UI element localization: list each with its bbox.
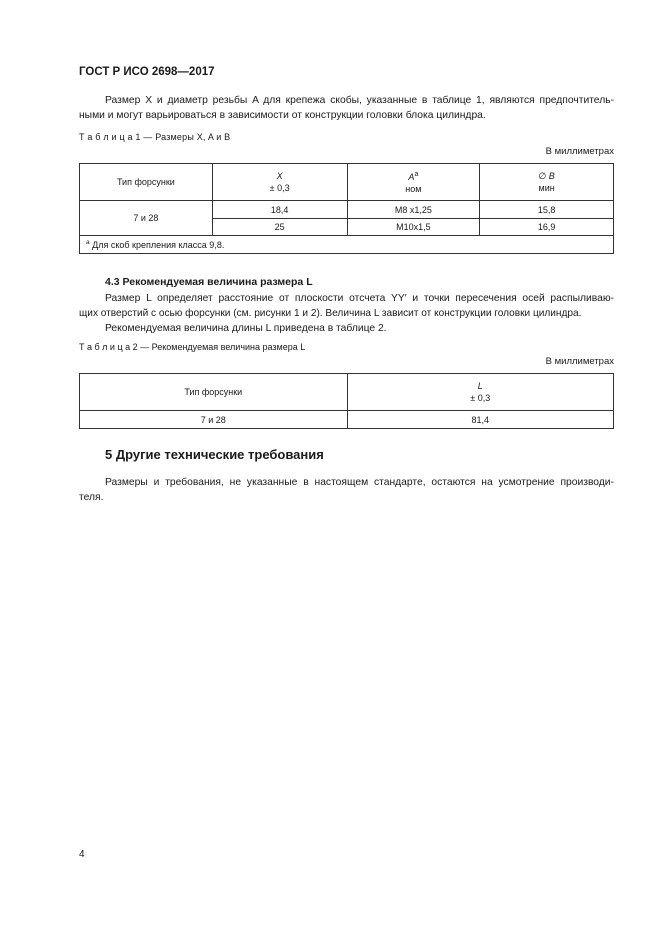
section-5-title: 5 Другие технические требования: [105, 447, 324, 462]
table2-l-cell: 81,4: [347, 411, 613, 429]
table2-header-l: [347, 374, 613, 411]
table1-footnote-row: [80, 236, 614, 254]
table1-header-x-label: X: [276, 171, 283, 181]
table1-type-cell: 7 и 28: [80, 201, 213, 236]
table2-header-l-sub: ± 0,3: [470, 393, 491, 403]
table-1: [79, 163, 614, 254]
table1-header-row: [80, 164, 614, 201]
table2-header-row: [80, 374, 614, 411]
intro-paragraph: [79, 93, 614, 123]
section43-line-1: Размер L определяет расстояние от плоскости отсчета YY′ и точки пересечения осей распыливаю-: [105, 293, 614, 304]
section5-line-2: теля.: [79, 492, 104, 503]
section43-line-3: Рекомендуемая величина длины L приведена в таблице 2.: [105, 323, 387, 334]
table1-header-type-label: Тип форсунки: [116, 177, 175, 187]
table2-type-cell: 7 и 28: [80, 411, 348, 429]
table1-header-a: [347, 164, 480, 201]
section-4-3-title: 4.3 Рекомендуемая величина размера L: [105, 276, 313, 288]
table1-cell: 15,8: [480, 201, 614, 219]
table1-footnote-mark: a: [86, 239, 90, 246]
section-4-3-paragraph: [79, 291, 614, 336]
section-5-paragraph: [79, 475, 614, 505]
table2-header-l-label: L: [477, 381, 483, 391]
section5-line-1: Размеры и требования, не указанные в настоящем стандарте, остаются на усмотрение производи-: [105, 477, 614, 488]
table1-cell: M8 x1,25: [347, 201, 480, 219]
table1-header-x-sub: ± 0,3: [269, 183, 290, 193]
intro-line-1: Размер X и диаметр резьбы A для крепежа скобы, указанные в таблице 1, являются предпочтитель-: [105, 95, 614, 106]
table1-footnote-text: Для скоб крепления класса 9,8.: [92, 240, 225, 250]
table1-header-x: [212, 164, 347, 201]
table1-header-b-sub: мин: [538, 183, 555, 193]
table1-units: В миллиметрах: [545, 146, 614, 157]
table2-units: В миллиметрах: [545, 356, 614, 367]
table-row: [80, 201, 614, 219]
table1-cell: 18,4: [212, 201, 347, 219]
document-header: ГОСТ Р ИСО 2698—2017: [79, 66, 215, 78]
table1-cell: 25: [212, 219, 347, 236]
intro-line-2: ными и могут варьироваться в зависимости от конструкции головки блока цилиндра.: [79, 110, 486, 121]
table1-header-b-label: ∅ B: [538, 171, 555, 181]
table1-caption: Т а б л и ц а 1 — Размеры X, A и B: [79, 132, 231, 142]
table1-cell: 16,9: [480, 219, 614, 236]
table2-caption: Т а б л и ц а 2 — Рекомендуемая величина размера L: [79, 342, 306, 352]
table1-header-a-sub: ном: [405, 184, 422, 194]
section43-line-2: щих отверстий с осью форсунки (см. рисунки 1 и 2). Величина L зависит от конструкции головки цилиндра.: [79, 308, 582, 319]
table2-header-type: Тип форсунки: [80, 374, 348, 411]
table1-header-b: [480, 164, 614, 201]
table-row: [80, 411, 614, 429]
table1-footnote: [80, 236, 614, 254]
table-2: [79, 373, 614, 429]
table1-cell: M10x1,5: [347, 219, 480, 236]
page-number: 4: [79, 849, 85, 860]
table1-header-a-sup: a: [414, 171, 419, 178]
table1-header-a-label: A: [408, 172, 415, 182]
table1-header-type: [80, 164, 213, 201]
